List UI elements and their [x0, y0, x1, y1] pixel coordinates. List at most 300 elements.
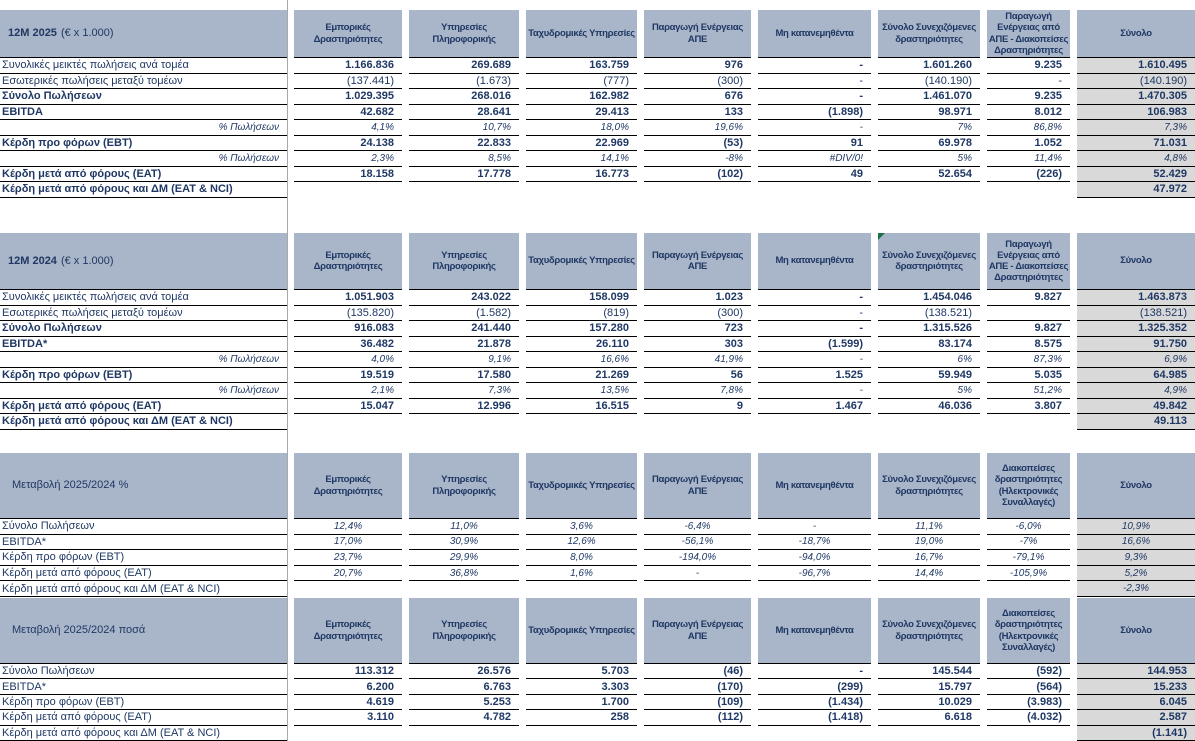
data-cell[interactable]: 8,5%: [409, 151, 519, 167]
data-cell[interactable]: 5.253: [409, 695, 519, 710]
data-cell[interactable]: 8.575: [987, 337, 1070, 353]
data-cell[interactable]: [409, 414, 519, 430]
column-header[interactable]: [758, 10, 871, 58]
data-cell[interactable]: 4.782: [409, 710, 519, 725]
data-cell[interactable]: 15.233: [1077, 679, 1195, 694]
column-header[interactable]: [758, 233, 871, 290]
data-cell[interactable]: (300): [644, 74, 751, 90]
table-title-units: Μεταβολή 2025/2024 ποσά: [12, 624, 146, 637]
column-header[interactable]: [409, 10, 519, 58]
data-cell[interactable]: (226): [987, 167, 1070, 183]
row-label[interactable]: Εσωτερικές πωλήσεις μεταξύ τομέων: [0, 74, 287, 90]
data-cell[interactable]: -: [758, 306, 871, 322]
data-cell[interactable]: 1.461.070: [878, 89, 980, 105]
data-cell[interactable]: [409, 182, 519, 198]
data-cell[interactable]: (1.434): [758, 695, 871, 710]
data-cell[interactable]: 19.519: [294, 368, 402, 384]
data-cell[interactable]: 303: [644, 337, 751, 353]
data-cell[interactable]: 9: [644, 399, 751, 415]
column-header[interactable]: [878, 598, 980, 664]
data-cell[interactable]: 21.878: [409, 337, 519, 353]
data-cell[interactable]: (140.190): [878, 74, 980, 90]
data-cell[interactable]: (1.418): [758, 710, 871, 725]
data-cell[interactable]: 268.016: [409, 89, 519, 105]
row-label[interactable]: Κέρδη μετά από φόρους και ΔΜ (EAT & NCI): [0, 414, 287, 430]
data-cell[interactable]: -18,7%: [758, 535, 871, 551]
data-cell[interactable]: 10.029: [878, 695, 980, 710]
data-cell[interactable]: [878, 726, 980, 741]
data-cell[interactable]: (135.820): [294, 306, 402, 322]
row-label[interactable]: % Πωλήσεων: [0, 151, 287, 167]
row-label[interactable]: Σύνολο Πωλήσεων: [0, 664, 287, 679]
column-header-label: Υπηρεσίες Πληροφορικής: [432, 22, 496, 45]
data-cell[interactable]: [294, 414, 402, 430]
row-label[interactable]: Κέρδη μετά από φόρους και ΔΜ (EAT & NCI): [0, 182, 287, 198]
data-cell[interactable]: 7,3%: [1077, 120, 1195, 136]
data-cell[interactable]: (819): [526, 306, 637, 322]
data-cell[interactable]: (102): [644, 167, 751, 183]
data-cell[interactable]: (592): [987, 664, 1070, 679]
data-cell[interactable]: 22.833: [409, 136, 519, 152]
column-header-label: Ταχυδρομικές Υπηρεσίες: [528, 624, 635, 636]
data-cell[interactable]: 976: [644, 58, 751, 74]
data-cell[interactable]: 46.036: [878, 399, 980, 415]
data-cell[interactable]: (4.032): [987, 710, 1070, 725]
data-cell[interactable]: [878, 414, 980, 430]
data-cell[interactable]: [644, 182, 751, 198]
data-cell[interactable]: [987, 182, 1070, 198]
data-cell[interactable]: 16,6%: [526, 352, 637, 368]
data-cell[interactable]: 1.166.836: [294, 58, 402, 74]
row-label[interactable]: Σύνολο Πωλήσεων: [0, 321, 287, 337]
data-cell[interactable]: (1.582): [409, 306, 519, 322]
column-header-label: Σύνολο: [1120, 624, 1152, 636]
data-cell[interactable]: 1,6%: [526, 566, 637, 582]
data-cell[interactable]: 163.759: [526, 58, 637, 74]
data-cell[interactable]: 20,7%: [294, 566, 402, 582]
data-cell[interactable]: 2,3%: [294, 151, 402, 167]
data-cell[interactable]: 7%: [878, 120, 980, 136]
table-title-period: 12M 2024: [8, 254, 57, 267]
table-title[interactable]: [0, 233, 287, 290]
column-header[interactable]: [758, 453, 871, 519]
data-cell[interactable]: 12.996: [409, 399, 519, 415]
data-cell[interactable]: -2,3%: [1077, 581, 1195, 597]
data-cell[interactable]: 23,7%: [294, 550, 402, 566]
column-header[interactable]: [878, 10, 980, 58]
data-cell[interactable]: 8,0%: [526, 550, 637, 566]
data-cell[interactable]: [526, 182, 637, 198]
row-label[interactable]: Κέρδη προ φόρων (EBT): [0, 550, 287, 566]
data-cell[interactable]: 9.235: [987, 58, 1070, 74]
data-cell[interactable]: -96,7%: [758, 566, 871, 582]
data-cell[interactable]: (138.521): [878, 306, 980, 322]
column-header[interactable]: [758, 598, 871, 664]
data-cell[interactable]: 9,1%: [409, 352, 519, 368]
row-label[interactable]: % Πωλήσεων: [0, 120, 287, 136]
data-cell[interactable]: 9.827: [987, 290, 1070, 306]
column-header[interactable]: [644, 10, 751, 58]
data-cell[interactable]: -56,1%: [644, 535, 751, 551]
column-header-label: Ταχυδρομικές Υπηρεσίες: [528, 27, 635, 39]
data-cell[interactable]: (140.190): [1077, 74, 1195, 90]
column-header[interactable]: [526, 598, 637, 664]
table-title[interactable]: [0, 598, 287, 664]
data-cell[interactable]: (1.898): [758, 105, 871, 121]
data-cell[interactable]: 144.953: [1077, 664, 1195, 679]
data-cell[interactable]: 4,9%: [1077, 383, 1195, 399]
data-cell[interactable]: 1.454.046: [878, 290, 980, 306]
data-cell[interactable]: [409, 726, 519, 741]
data-cell[interactable]: 3.303: [526, 679, 637, 694]
data-cell[interactable]: -: [758, 519, 871, 535]
data-cell[interactable]: 1.601.260: [878, 58, 980, 74]
data-cell[interactable]: 1.052: [987, 136, 1070, 152]
data-cell[interactable]: 11,1%: [878, 519, 980, 535]
data-cell[interactable]: 14,1%: [526, 151, 637, 167]
data-cell[interactable]: [526, 414, 637, 430]
data-cell[interactable]: 6,9%: [1077, 352, 1195, 368]
data-cell[interactable]: 10,7%: [409, 120, 519, 136]
data-cell[interactable]: (3.983): [987, 695, 1070, 710]
data-cell[interactable]: 8.012: [987, 105, 1070, 121]
data-cell[interactable]: 24.138: [294, 136, 402, 152]
data-cell[interactable]: 1.051.903: [294, 290, 402, 306]
data-cell[interactable]: 1.470.305: [1077, 89, 1195, 105]
data-cell[interactable]: 5%: [878, 383, 980, 399]
data-cell[interactable]: 12,6%: [526, 535, 637, 551]
data-cell[interactable]: [644, 414, 751, 430]
data-cell[interactable]: 16.773: [526, 167, 637, 183]
data-cell[interactable]: 21.269: [526, 368, 637, 384]
data-cell[interactable]: 1.467: [758, 399, 871, 415]
data-cell[interactable]: 4,8%: [1077, 151, 1195, 167]
data-cell[interactable]: [758, 726, 871, 741]
data-cell[interactable]: -: [758, 321, 871, 337]
column-header[interactable]: [644, 233, 751, 290]
column-header[interactable]: [526, 453, 637, 519]
data-cell[interactable]: 7,8%: [644, 383, 751, 399]
data-cell[interactable]: 17.778: [409, 167, 519, 183]
data-cell[interactable]: [644, 726, 751, 741]
data-cell[interactable]: 243.022: [409, 290, 519, 306]
row-label[interactable]: Κέρδη μετά από φόρους και ΔΜ (EAT & NCI): [0, 726, 287, 741]
data-cell[interactable]: 83.174: [878, 337, 980, 353]
data-cell[interactable]: 42.682: [294, 105, 402, 121]
data-cell[interactable]: 29.413: [526, 105, 637, 121]
row-label[interactable]: Εσωτερικές πωλήσεις μεταξύ τομέων: [0, 306, 287, 322]
data-cell[interactable]: 56: [644, 368, 751, 384]
data-cell[interactable]: [294, 182, 402, 198]
data-cell[interactable]: 49.842: [1077, 399, 1195, 415]
data-cell[interactable]: 6.045: [1077, 695, 1195, 710]
data-cell[interactable]: -: [987, 74, 1070, 90]
row-label[interactable]: Κέρδη μετά από φόρους (EAT): [0, 710, 287, 725]
data-cell[interactable]: (170): [644, 679, 751, 694]
column-header-label: Παραγωγή Ενέργειας ΑΠΕ: [651, 249, 744, 272]
data-cell[interactable]: 1.463.873: [1077, 290, 1195, 306]
row-label[interactable]: Κέρδη προ φόρων (EBT): [0, 695, 287, 710]
row-label[interactable]: Συνολικές μεικτές πωλήσεις ανά τομέα: [0, 290, 287, 306]
column-header[interactable]: [987, 10, 1070, 58]
column-header[interactable]: [526, 10, 637, 58]
data-cell[interactable]: 5%: [878, 151, 980, 167]
column-header[interactable]: [644, 598, 751, 664]
data-cell[interactable]: 676: [644, 89, 751, 105]
data-cell[interactable]: [409, 581, 519, 597]
data-cell[interactable]: [987, 414, 1070, 430]
data-cell[interactable]: [987, 306, 1070, 322]
data-cell[interactable]: 19,6%: [644, 120, 751, 136]
column-header[interactable]: [409, 233, 519, 290]
data-cell[interactable]: 269.689: [409, 58, 519, 74]
data-cell[interactable]: 59.949: [878, 368, 980, 384]
data-cell[interactable]: 15.797: [878, 679, 980, 694]
data-cell[interactable]: [987, 726, 1070, 741]
data-cell[interactable]: (1.599): [758, 337, 871, 353]
data-cell[interactable]: 6.618: [878, 710, 980, 725]
data-cell[interactable]: 18,0%: [526, 120, 637, 136]
data-cell[interactable]: (1.141): [1077, 726, 1195, 741]
data-cell[interactable]: -: [758, 74, 871, 90]
row-label[interactable]: % Πωλήσεων: [0, 383, 287, 399]
data-cell[interactable]: (777): [526, 74, 637, 90]
data-cell[interactable]: 916.083: [294, 321, 402, 337]
row-label[interactable]: Κέρδη μετά από φόρους (EAT): [0, 399, 287, 415]
data-cell[interactable]: [758, 414, 871, 430]
data-cell[interactable]: 49: [758, 167, 871, 183]
data-cell[interactable]: (46): [644, 664, 751, 679]
data-cell[interactable]: 28.641: [409, 105, 519, 121]
data-cell[interactable]: 241.440: [409, 321, 519, 337]
row-label[interactable]: Κέρδη προ φόρων (EBT): [0, 368, 287, 384]
data-cell[interactable]: 5.035: [987, 368, 1070, 384]
data-cell[interactable]: 4.619: [294, 695, 402, 710]
data-cell[interactable]: [644, 581, 751, 597]
column-header[interactable]: [294, 453, 402, 519]
table-title-units: (€ x 1.000): [60, 27, 114, 40]
data-cell[interactable]: 15.047: [294, 399, 402, 415]
row-label[interactable]: EBITDA: [0, 105, 287, 121]
data-cell[interactable]: 1.610.495: [1077, 58, 1195, 74]
data-cell[interactable]: 49.113: [1077, 414, 1195, 430]
data-cell[interactable]: -8%: [644, 151, 751, 167]
table-title[interactable]: [0, 453, 287, 519]
data-cell[interactable]: -6,0%: [987, 519, 1070, 535]
column-header[interactable]: [409, 598, 519, 664]
data-cell[interactable]: 1.315.526: [878, 321, 980, 337]
data-cell[interactable]: 52.429: [1077, 167, 1195, 183]
data-cell[interactable]: 36,8%: [409, 566, 519, 582]
data-cell[interactable]: 16,6%: [1077, 535, 1195, 551]
data-cell[interactable]: (138.521): [1077, 306, 1195, 322]
data-cell[interactable]: 10,9%: [1077, 519, 1195, 535]
data-cell[interactable]: 98.971: [878, 105, 980, 121]
data-cell[interactable]: 6.200: [294, 679, 402, 694]
data-cell[interactable]: 69.978: [878, 136, 980, 152]
data-cell[interactable]: -7%: [987, 535, 1070, 551]
data-cell[interactable]: 4,0%: [294, 352, 402, 368]
data-cell[interactable]: 133: [644, 105, 751, 121]
data-cell[interactable]: 17.580: [409, 368, 519, 384]
data-cell[interactable]: 14,4%: [878, 566, 980, 582]
data-cell[interactable]: 11,4%: [987, 151, 1070, 167]
data-cell[interactable]: 158.099: [526, 290, 637, 306]
data-cell[interactable]: [294, 581, 402, 597]
data-cell[interactable]: -6,4%: [644, 519, 751, 535]
data-cell[interactable]: 3.110: [294, 710, 402, 725]
data-cell[interactable]: [526, 726, 637, 741]
column-header[interactable]: [1077, 233, 1195, 290]
data-cell[interactable]: [526, 581, 637, 597]
data-cell[interactable]: 4,1%: [294, 120, 402, 136]
data-cell[interactable]: (137.441): [294, 74, 402, 90]
column-header-label: Παραγωγή Ενέργειας από ΑΠΕ - Διακοπείσες Δραστηριότητες: [988, 238, 1069, 284]
data-cell[interactable]: 723: [644, 321, 751, 337]
column-header[interactable]: [987, 453, 1070, 519]
data-cell[interactable]: 7,3%: [409, 383, 519, 399]
data-cell[interactable]: (1.673): [409, 74, 519, 90]
data-cell[interactable]: 145.544: [878, 664, 980, 679]
data-cell[interactable]: [758, 182, 871, 198]
data-cell[interactable]: 86,8%: [987, 120, 1070, 136]
data-cell[interactable]: 52.654: [878, 167, 980, 183]
column-header-label: Σύνολο Συνεχιζόμενες δραστηριότητες: [882, 474, 976, 497]
data-cell[interactable]: 5,2%: [1077, 566, 1195, 582]
data-cell[interactable]: [294, 726, 402, 741]
data-cell[interactable]: 91: [758, 136, 871, 152]
row-label[interactable]: EBITDA*: [0, 337, 287, 353]
data-cell[interactable]: -: [758, 290, 871, 306]
data-cell[interactable]: 3,6%: [526, 519, 637, 535]
data-cell[interactable]: 11,0%: [409, 519, 519, 535]
column-header[interactable]: [644, 453, 751, 519]
data-cell[interactable]: 41,9%: [644, 352, 751, 368]
data-cell[interactable]: (300): [644, 306, 751, 322]
data-cell[interactable]: 30,9%: [409, 535, 519, 551]
column-header-label: Σύνολο Συνεχιζόμενες δραστηριότητες: [882, 22, 976, 45]
column-header[interactable]: [878, 453, 980, 519]
data-cell[interactable]: 13,5%: [526, 383, 637, 399]
data-cell[interactable]: 1.029.395: [294, 89, 402, 105]
row-label[interactable]: Κέρδη μετά από φόρους και ΔΜ (EAT & NCI): [0, 581, 287, 597]
data-cell[interactable]: 17,0%: [294, 535, 402, 551]
data-cell[interactable]: 26.576: [409, 664, 519, 679]
data-cell[interactable]: 9.235: [987, 89, 1070, 105]
data-cell[interactable]: -: [644, 566, 751, 582]
column-header[interactable]: [294, 598, 402, 664]
column-header[interactable]: [1077, 453, 1195, 519]
data-cell[interactable]: -: [758, 58, 871, 74]
column-header[interactable]: [409, 453, 519, 519]
data-cell[interactable]: 91.750: [1077, 337, 1195, 353]
data-cell[interactable]: 3.807: [987, 399, 1070, 415]
data-cell[interactable]: 162.982: [526, 89, 637, 105]
data-cell[interactable]: [987, 581, 1070, 597]
data-cell[interactable]: -: [758, 383, 871, 399]
column-header[interactable]: [526, 233, 637, 290]
data-cell[interactable]: -105,9%: [987, 566, 1070, 582]
data-cell[interactable]: 19,0%: [878, 535, 980, 551]
data-cell[interactable]: 1.325.352: [1077, 321, 1195, 337]
data-cell[interactable]: 12,4%: [294, 519, 402, 535]
data-cell[interactable]: 1.525: [758, 368, 871, 384]
data-cell[interactable]: 29,9%: [409, 550, 519, 566]
data-cell[interactable]: 64.985: [1077, 368, 1195, 384]
data-cell[interactable]: 16.515: [526, 399, 637, 415]
data-cell[interactable]: 71.031: [1077, 136, 1195, 152]
data-cell[interactable]: -94,0%: [758, 550, 871, 566]
data-cell[interactable]: [878, 581, 980, 597]
column-header[interactable]: [294, 233, 402, 290]
data-cell[interactable]: 16,7%: [878, 550, 980, 566]
row-label[interactable]: Σύνολο Πωλήσεων: [0, 519, 287, 535]
row-label[interactable]: % Πωλήσεων: [0, 352, 287, 368]
row-label[interactable]: Σύνολο Πωλήσεων: [0, 89, 287, 105]
data-cell[interactable]: 26.110: [526, 337, 637, 353]
data-cell[interactable]: (53): [644, 136, 751, 152]
data-cell[interactable]: 18.158: [294, 167, 402, 183]
row-label[interactable]: Κέρδη μετά από φόρους (EAT): [0, 566, 287, 582]
data-cell[interactable]: 258: [526, 710, 637, 725]
data-cell[interactable]: 157.280: [526, 321, 637, 337]
data-cell[interactable]: 22.969: [526, 136, 637, 152]
data-cell[interactable]: (109): [644, 695, 751, 710]
row-label[interactable]: EBITDA*: [0, 679, 287, 694]
data-cell[interactable]: -: [758, 664, 871, 679]
data-cell[interactable]: 1.700: [526, 695, 637, 710]
row-label[interactable]: EBITDA*: [0, 535, 287, 551]
data-cell[interactable]: 87,3%: [987, 352, 1070, 368]
data-cell[interactable]: 36.482: [294, 337, 402, 353]
data-cell[interactable]: 51,2%: [987, 383, 1070, 399]
table-title[interactable]: [0, 10, 287, 58]
column-header-label: Ταχυδρομικές Υπηρεσίες: [528, 479, 635, 491]
data-cell[interactable]: -194,0%: [644, 550, 751, 566]
data-cell[interactable]: -79,1%: [987, 550, 1070, 566]
data-cell[interactable]: (112): [644, 710, 751, 725]
data-cell[interactable]: [878, 182, 980, 198]
column-header[interactable]: [294, 10, 402, 58]
data-cell[interactable]: 113.312: [294, 664, 402, 679]
data-cell[interactable]: (299): [758, 679, 871, 694]
data-cell[interactable]: 5.703: [526, 664, 637, 679]
data-cell[interactable]: 1.023: [644, 290, 751, 306]
data-cell[interactable]: 2,1%: [294, 383, 402, 399]
column-header[interactable]: [1077, 10, 1195, 58]
column-header[interactable]: [878, 233, 980, 290]
data-cell[interactable]: 9.827: [987, 321, 1070, 337]
data-cell[interactable]: 6%: [878, 352, 980, 368]
data-cell[interactable]: -: [758, 352, 871, 368]
data-cell[interactable]: #DIV/0!: [758, 151, 871, 167]
data-cell[interactable]: 106.983: [1077, 105, 1195, 121]
column-header[interactable]: [987, 598, 1070, 664]
data-cell[interactable]: (564): [987, 679, 1070, 694]
data-cell[interactable]: [758, 581, 871, 597]
row-label[interactable]: Συνολικές μεικτές πωλήσεις ανά τομέα: [0, 58, 287, 74]
data-cell[interactable]: 9,3%: [1077, 550, 1195, 566]
column-header[interactable]: [1077, 598, 1195, 664]
column-header[interactable]: [987, 233, 1070, 290]
data-cell[interactable]: 47.972: [1077, 182, 1195, 198]
data-cell[interactable]: -: [758, 120, 871, 136]
data-cell[interactable]: -: [758, 89, 871, 105]
data-cell[interactable]: 2.587: [1077, 710, 1195, 725]
row-label[interactable]: Κέρδη μετά από φόρους (EAT): [0, 167, 287, 183]
data-cell[interactable]: 6.763: [409, 679, 519, 694]
row-label[interactable]: Κέρδη προ φόρων (EBT): [0, 136, 287, 152]
